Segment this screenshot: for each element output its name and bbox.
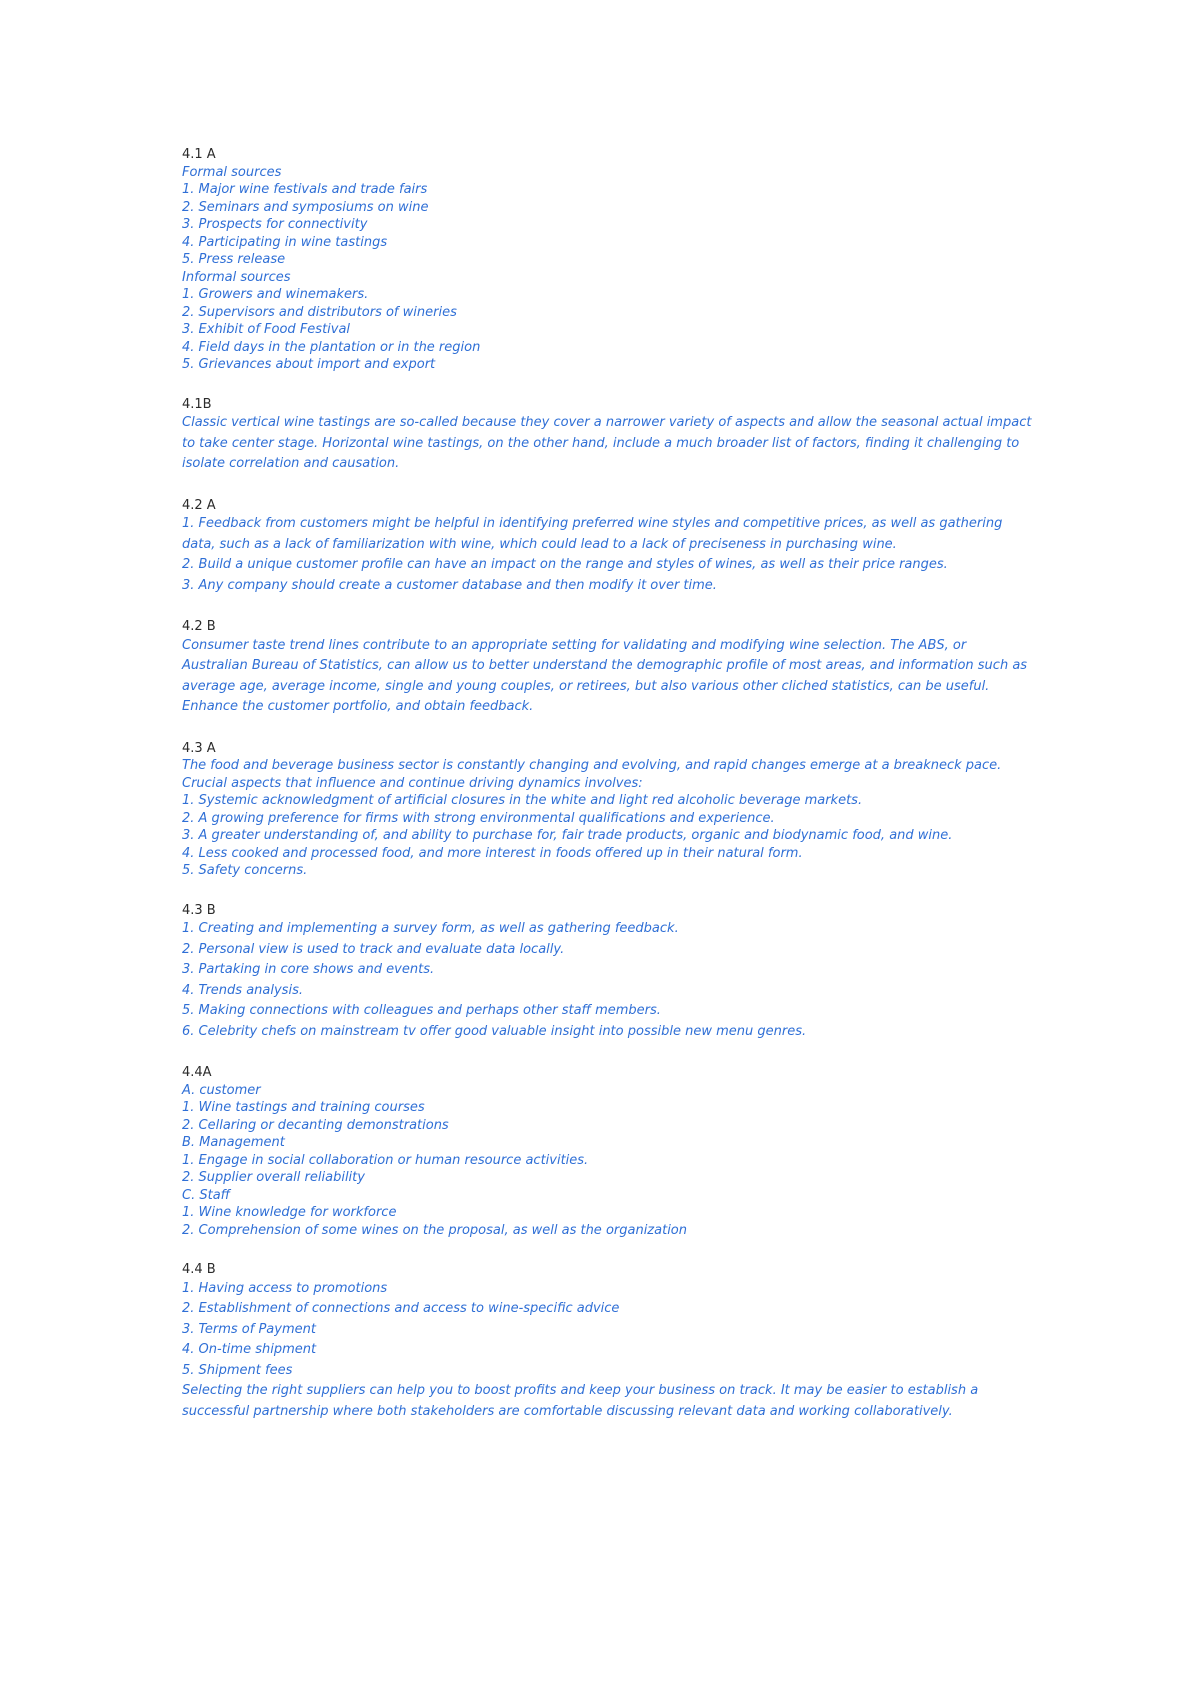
list-item: 4. Participating in wine tastings: [182, 234, 388, 250]
list-item: A. customer: [182, 1082, 261, 1098]
list-item: 3. Partaking in core shows and events.: [182, 962, 435, 977]
list-item: 5. Safety concerns.: [182, 863, 308, 878]
list-item: 1. Major wine festivals and trade fairs: [182, 182, 428, 197]
list-item: 3. A greater understanding of, and ability to purchase for, fair trade products, organic and biodynamic food, and wine.: [182, 828, 953, 843]
list-item: 2. A growing preference for firms with strong environmental qualifications and experience.: [182, 810, 775, 826]
list-item: 1. Growers and winemakers.: [182, 287, 369, 302]
list-item: 1. Engage in social collaboration or human resource activities.: [182, 1152, 589, 1168]
section-4-3-a: [182, 740, 1032, 880]
paragraph: Classic vertical wine tastings are so-called because they cover a narrower variety of aspects and allow the seasonal actual impact to take center stage. Horizontal wine tastings, on the other hand, include a much broader list of factors, finding it challenging to isolate correlation and causation.: [182, 415, 1032, 471]
list-item: 3. Any company should create a customer database and then modify it over time.: [182, 577, 717, 593]
list-item: Informal sources: [182, 269, 291, 285]
list-item: C. Staff: [182, 1187, 231, 1203]
list-item: 3. Terms of Payment: [182, 1321, 316, 1337]
list-item: B. Management: [182, 1135, 285, 1150]
list-item: 1. Wine knowledge for workforce: [182, 1205, 397, 1220]
list-item: 4. On-time shipment: [182, 1342, 317, 1357]
list-item: Formal sources: [182, 164, 282, 180]
section-4-1-b: [182, 396, 1032, 475]
list-item: 2. Build a unique customer profile can have an impact on the range and styles of wines, as well as their price ranges.: [182, 557, 948, 572]
list-item: 2. Cellaring or decanting demonstrations: [182, 1117, 449, 1133]
list-item: 2. Establishment of connections and access to wine-specific advice: [182, 1301, 620, 1316]
paragraph: Crucial aspects that influence and continue driving dynamics involves:: [182, 775, 643, 791]
section-4-2-b: [182, 618, 1032, 718]
list-item: 5. Press release: [182, 252, 286, 267]
list-item: 5. Shipment fees: [182, 1362, 293, 1378]
list-item: 1. Feedback from customers might be helpful in identifying preferred wine styles and competitive prices, as well as gathering data, such as a lack of familiarization with wine, which could lead to a lack of preciseness in purchasing wine.: [182, 516, 1003, 552]
section-heading: 4.3 A: [182, 740, 216, 756]
list-item: 4. Trends analysis.: [182, 982, 303, 998]
paragraph: Consumer taste trend lines contribute to an appropriate setting for validating and modifying wine selection. The ABS, or Australian Bureau of Statistics, can allow us to better understand the demographic profile of most areas, and information such as average age, average income, single and young couples, or retirees, but also various other cliched statistics, can be useful. Enhance the customer portfolio, and obtain feedback.: [182, 637, 1028, 714]
list-item: 4. Field days in the plantation or in the region: [182, 339, 481, 355]
list-item: 5. Making connections with colleagues and perhaps other staff members.: [182, 1003, 661, 1018]
paragraph: Selecting the right suppliers can help you to boost profits and keep your business on track. It may be easier to establish a successful partnership where both stakeholders are comfortable discussing relevant data and working collaboratively.: [182, 1383, 979, 1419]
section-4-4-a: [182, 1064, 1032, 1239]
document-page: [182, 146, 1032, 1444]
section-4-4-b: [182, 1261, 1032, 1422]
section-heading: 4.1 A: [182, 147, 216, 162]
list-item: 2. Seminars and symposiums on wine: [182, 199, 429, 215]
list-item: 3. Exhibit of Food Festival: [182, 322, 351, 337]
list-item: 6. Celebrity chefs on mainstream tv offer good valuable insight into possible new menu genres.: [182, 1023, 807, 1039]
section-heading: 4.3 B: [182, 902, 216, 918]
section-heading: 4.4A: [182, 1065, 212, 1080]
section-4-2-a: [182, 497, 1032, 597]
paragraph: The food and beverage business sector is constantly changing and evolving, and rapid changes emerge at a breakneck pace.: [182, 758, 1002, 773]
list-item: 2. Supplier overall reliability: [182, 1170, 365, 1185]
section-4-1-a: [182, 146, 1032, 374]
section-heading: 4.2 A: [182, 497, 216, 513]
section-heading: 4.2 B: [182, 619, 216, 634]
section-heading: 4.4 B: [182, 1262, 216, 1277]
list-item: 5. Grievances about import and export: [182, 357, 436, 372]
list-item: 1. Creating and implementing a survey form, as well as gathering feedback.: [182, 921, 679, 936]
list-item: 1. Having access to promotions: [182, 1280, 388, 1296]
list-item: 2. Personal view is used to track and evaluate data locally.: [182, 941, 565, 957]
section-heading: 4.1B: [182, 396, 212, 412]
list-item: 4. Less cooked and processed food, and more interest in foods offered up in their natural form.: [182, 845, 803, 861]
list-item: 3. Prospects for connectivity: [182, 217, 368, 232]
section-4-3-b: [182, 902, 1032, 1043]
list-item: 1. Wine tastings and training courses: [182, 1100, 425, 1115]
list-item: 1. Systemic acknowledgment of artificial closures in the white and light red alcoholic beverage markets.: [182, 793, 863, 808]
list-item: 2. Supervisors and distributors of wineries: [182, 304, 457, 320]
list-item: 2. Comprehension of some wines on the proposal, as well as the organization: [182, 1222, 688, 1238]
